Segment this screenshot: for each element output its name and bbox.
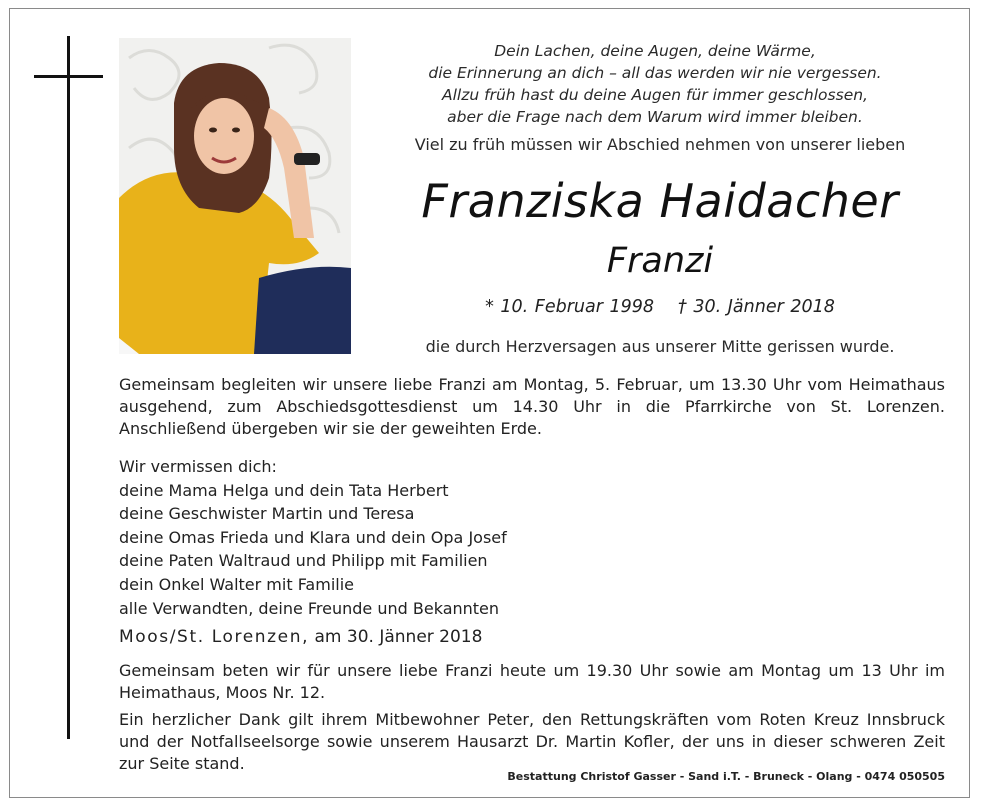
- mourner-line: alle Verwandten, deine Freunde und Bekannten: [119, 598, 500, 618]
- poem-line: Allzu früh hast du deine Augen für immer geschlossen,: [442, 86, 868, 104]
- mourner-line: deine Geschwister Martin und Teresa: [119, 504, 415, 524]
- funeral-home-footer: Bestattung Christof Gasser - Sand i.T. - Bruneck - Olang - 0474 050505: [507, 770, 945, 783]
- place-name: Moos/St. Lorenzen,: [119, 627, 310, 647]
- cross-symbol-horizontal: [34, 75, 103, 78]
- cause-text: die durch Herzversagen aus unserer Mitte gerissen wurde.: [425, 337, 895, 356]
- place-date: am 30. Jänner 2018: [314, 627, 483, 647]
- poem-line: aber die Frage nach dem Warum wird immer bleiben.: [447, 108, 863, 126]
- deceased-nickname: Franzi: [606, 241, 714, 281]
- mourner-line: deine Paten Waltraud und Philipp mit Familien: [119, 551, 488, 571]
- poem-line: die Erinnerung an dich – all das werden wir nie vergessen.: [428, 64, 882, 82]
- mourner-line: deine Omas Frieda und Klara und dein Opa Josef: [119, 527, 507, 547]
- portrait-photo: [119, 38, 351, 354]
- intro-text: Viel zu früh müssen wir Abschied nehmen von unserer lieben: [414, 135, 906, 154]
- mourners-list: [119, 455, 719, 620]
- mourners-heading: Wir vermissen dich:: [119, 457, 277, 476]
- memorial-poem: [395, 40, 915, 128]
- prayer-announcement: Gemeinsam beten wir für unsere liebe Franzi heute um 19.30 Uhr sowie am Montag um 13 Uhr im Heimathaus, Moos Nr. 12.: [119, 661, 945, 702]
- deceased-name: Franziska Haidacher: [421, 174, 899, 228]
- funeral-announcement: Gemeinsam begleiten wir unsere liebe Franzi am Montag, 5. Februar, um 13.30 Uhr vom Heimathaus ausgehend, zum Abschiedsgottesdienst um 14.30 Uhr in die Pfarrkirche von St. Lorenzen. Anschließend übergeben wir sie der geweihten Erde.: [119, 375, 945, 438]
- birth-date: * 10. Februar 1998: [485, 297, 655, 317]
- poem-line: Dein Lachen, deine Augen, deine Wärme,: [494, 42, 816, 60]
- life-dates: [380, 297, 940, 317]
- mourner-line: dein Onkel Walter mit Familie: [119, 574, 354, 594]
- place-and-date: [119, 627, 482, 647]
- death-date: † 30. Jänner 2018: [678, 297, 835, 317]
- thanks-text: Ein herzlicher Dank gilt ihrem Mitbewohner Peter, den Rettungskräften vom Roten Kreuz Innsbruck und der Notfallseelsorge sowie unserem Hausarzt Dr. Martin Kofler, der uns in dieser schweren Zeit zur Seite stand.: [119, 710, 945, 773]
- mourner-line: deine Mama Helga und dein Tata Herbert: [119, 480, 449, 500]
- cross-symbol-vertical: [67, 36, 70, 739]
